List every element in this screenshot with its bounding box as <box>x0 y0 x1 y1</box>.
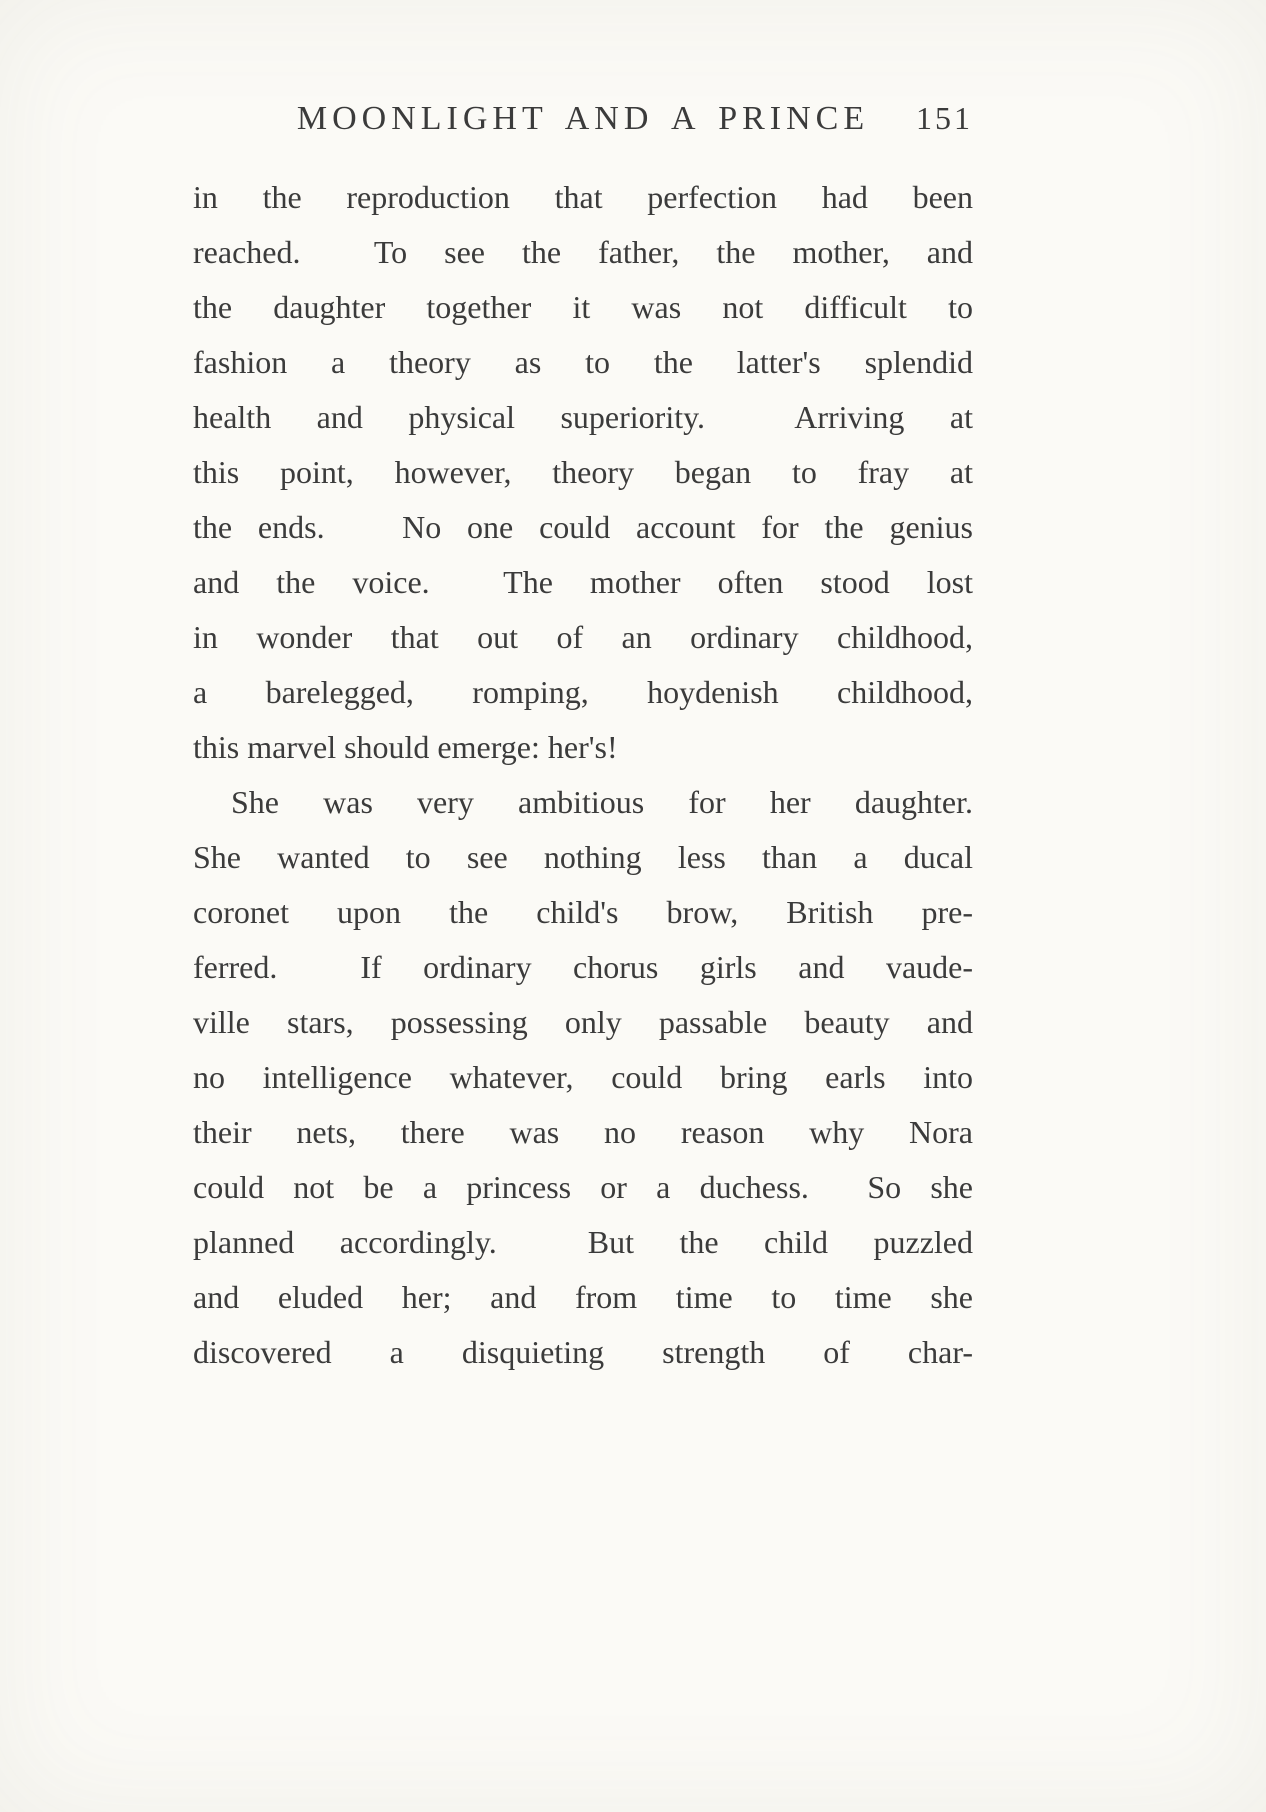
text-line: no intelligence whatever, could bring earls into <box>193 1059 973 1095</box>
page-header <box>193 100 973 138</box>
page-number: 151 <box>916 100 973 136</box>
text-line: health and physical superiority. Arriving at <box>193 399 973 435</box>
text-line: in the reproduction that perfection had been <box>193 179 973 215</box>
text-line: this marvel should emerge: her's! <box>193 729 618 765</box>
text-line: She wanted to see nothing less than a ducal <box>193 839 973 875</box>
paragraph <box>193 170 973 775</box>
body-text-block <box>193 170 973 1380</box>
text-line: coronet upon the child's brow, British pre- <box>193 894 973 930</box>
text-line: reached. To see the father, the mother, and <box>193 234 973 270</box>
text-line: ferred. If ordinary chorus girls and vaude- <box>193 949 973 985</box>
text-line: in wonder that out of an ordinary childhood, <box>193 619 973 655</box>
text-line: this point, however, theory began to fray at <box>193 454 973 490</box>
text-line: planned accordingly. But the child puzzled <box>193 1224 973 1260</box>
text-line: ville stars, possessing only passable beauty and <box>193 1004 973 1040</box>
text-line: discovered a disquieting strength of char- <box>193 1334 973 1370</box>
text-line: a barelegged, romping, hoydenish childhood, <box>193 674 973 710</box>
text-line: the ends. No one could account for the genius <box>193 509 973 545</box>
text-line: She was very ambitious for her daughter. <box>231 784 973 820</box>
text-line: could not be a princess or a duchess. So she <box>193 1169 973 1205</box>
text-line: their nets, there was no reason why Nora <box>193 1114 973 1150</box>
text-line: fashion a theory as to the latter's splendid <box>193 344 973 380</box>
text-line: and eluded her; and from time to time she <box>193 1279 973 1315</box>
text-line: and the voice. The mother often stood lost <box>193 564 973 600</box>
running-head-title: MOONLIGHT AND A PRINCE <box>296 100 870 137</box>
text-line: the daughter together it was not difficult to <box>193 289 973 325</box>
paragraph <box>193 775 973 1380</box>
folio-container <box>869 100 973 138</box>
